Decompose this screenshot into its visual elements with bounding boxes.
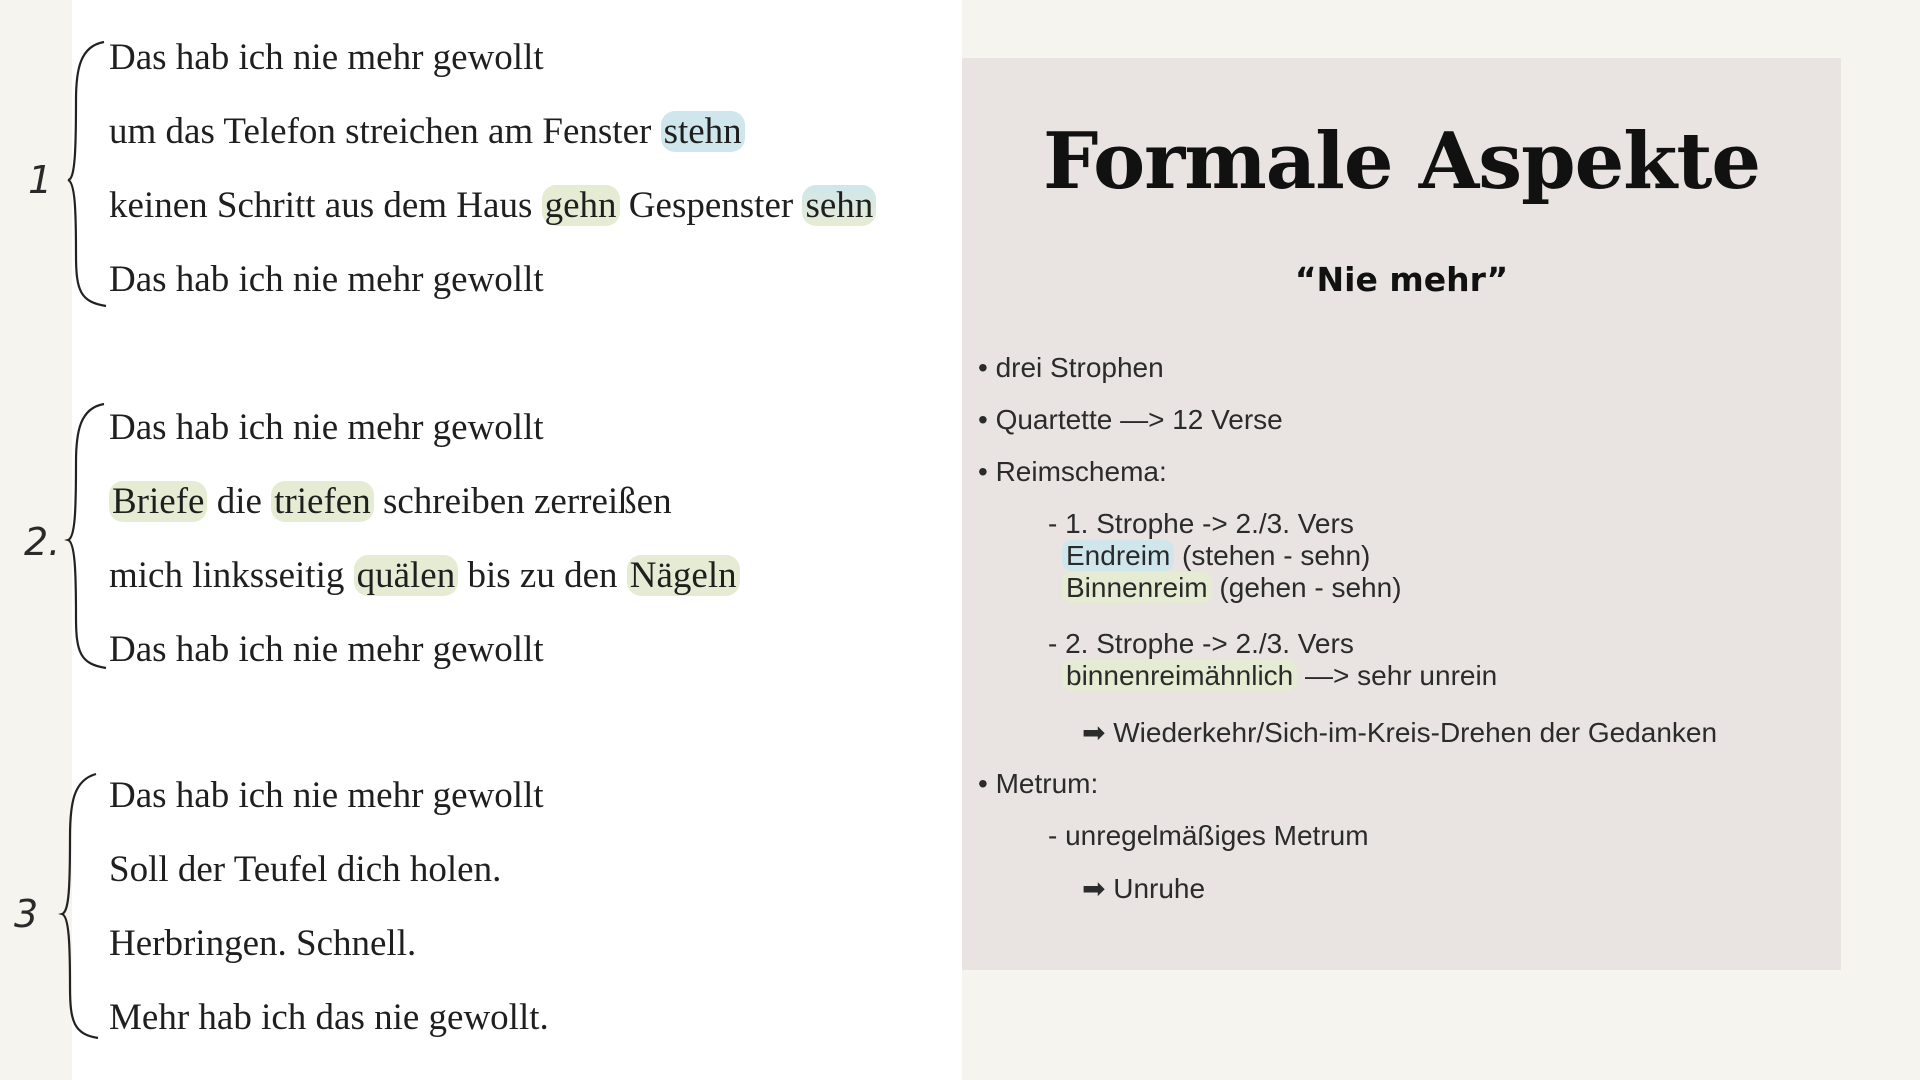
note-text: (gehen - sehn): [1211, 572, 1402, 603]
sub-strophe2: - 2. Strophe -> 2./3. Vers: [1048, 628, 1354, 659]
note-text: (stehen - sehn): [1174, 540, 1371, 571]
stanza1-number: 1: [28, 158, 53, 202]
sub-metrum: - unregelmäßiges Metrum: [1048, 820, 1369, 851]
stanza3-brace: [58, 772, 108, 1042]
sub-strophe1: - 1. Strophe -> 2./3. Vers: [1048, 508, 1354, 539]
line-text: bis zu den: [458, 555, 627, 596]
notes-panel: [962, 58, 1841, 970]
term-binnenreim: Binnenreim: [1062, 572, 1212, 603]
stanza2-line4: Das hab ich nie mehr gewollt: [109, 629, 544, 670]
rhyme-word-quaelen: quälen: [354, 555, 459, 596]
term-binnenreimaehnlich: binnenreimähnlich: [1062, 660, 1297, 691]
stanza3-number: 3: [14, 892, 39, 936]
stanza2-line3: [109, 554, 740, 598]
stanza1-line3: [109, 184, 876, 228]
line-text: schreiben zerreißen: [373, 481, 672, 522]
stanza2-brace: [62, 402, 112, 672]
stanza3-line1: Das hab ich nie mehr gewollt: [109, 775, 544, 816]
sub-strophe1-endreim: [1062, 540, 1370, 572]
stanza3-line3: Herbringen. Schnell.: [109, 923, 417, 964]
line-text: um das Telefon streichen am Fenster: [109, 111, 661, 152]
stanza1-line4: Das hab ich nie mehr gewollt: [109, 259, 544, 300]
term-endreim: Endreim: [1062, 540, 1174, 571]
stanza3-line2: Soll der Teufel dich holen.: [109, 849, 502, 890]
line-text: mich linksseitig: [109, 555, 354, 596]
line-text: die: [207, 481, 272, 522]
stanza1-line2: [109, 110, 745, 154]
rhyme-word-triefen: triefen: [271, 481, 374, 522]
bullet-reimschema: • Reimschema:: [978, 456, 1167, 487]
sub-strophe2-binnenreimaehnlich: [1062, 660, 1497, 692]
conclusion-wiederkehr: ➡ Wiederkehr/Sich-im-Kreis-Drehen der Gedanken: [1082, 717, 1718, 748]
bullet-metrum: • Metrum:: [978, 768, 1099, 799]
stanza1-line1: Das hab ich nie mehr gewollt: [109, 37, 544, 78]
line-text: Gespenster: [619, 185, 803, 226]
bullet-strophen: • drei Strophen: [978, 352, 1164, 383]
page-subtitle: “Nie mehr”: [1294, 260, 1509, 299]
rhyme-word-naegeln: Nägeln: [627, 555, 740, 596]
stanza2-line1: Das hab ich nie mehr gewollt: [109, 407, 544, 448]
stanza3-line4: Mehr hab ich das nie gewollt.: [109, 997, 549, 1038]
stanza1-brace: [62, 40, 112, 310]
note-text: —> sehr unrein: [1297, 660, 1498, 691]
stanza2-number: 2.: [24, 520, 61, 564]
line-text: keinen Schritt aus dem Haus: [109, 185, 542, 226]
stanza2-line2: [109, 480, 672, 524]
rhyme-word-briefe: Briefe: [109, 481, 207, 522]
rhyme-word-gehn: gehn: [542, 185, 620, 226]
conclusion-unruhe: ➡ Unruhe: [1082, 873, 1206, 904]
page-title: Formale Aspekte: [1042, 116, 1760, 207]
sub-strophe1-binnenreim: [1062, 572, 1402, 604]
bullet-quartette: • Quartette —> 12 Verse: [978, 404, 1283, 435]
rhyme-word-sehn: sehn: [802, 185, 876, 226]
rhyme-word-stehn: stehn: [661, 111, 745, 152]
poem-panel: [72, 0, 962, 1080]
